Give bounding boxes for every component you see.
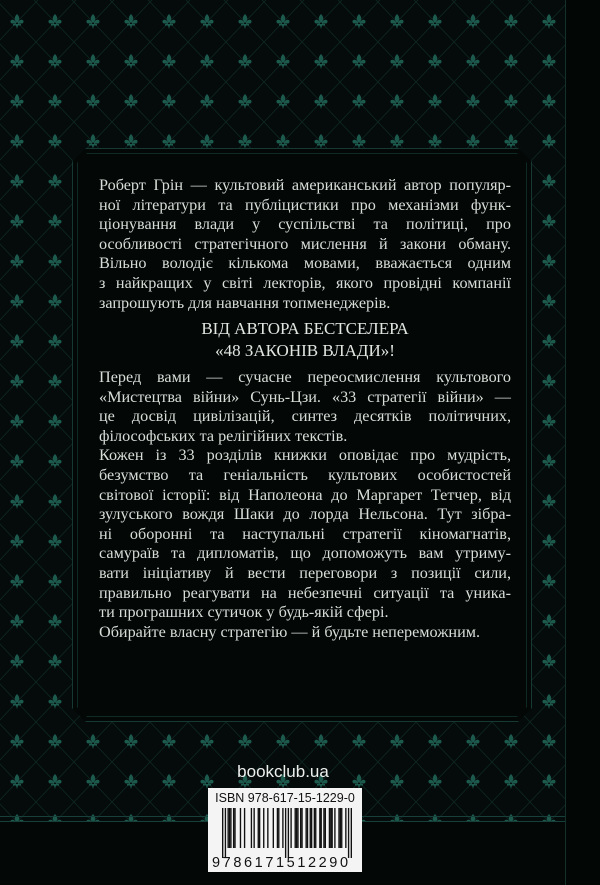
isbn-digits: 9786171512290 <box>212 855 351 871</box>
barcode-bar <box>307 808 308 848</box>
barcode-bar <box>285 808 286 858</box>
barcode-bar <box>323 808 324 848</box>
barcode-bar <box>319 808 320 848</box>
barcode-bar <box>222 808 223 858</box>
spine-edge <box>565 0 600 885</box>
desc-line: ти програшних сутичок у будь-якій сфері. <box>99 603 389 622</box>
barcode-bar <box>253 808 254 848</box>
barcode-bar <box>278 808 279 848</box>
desc-line: Кожен із 33 розділів книжки оповідає про мудрість, <box>99 446 511 465</box>
barcode-bar <box>341 808 342 848</box>
bio-line: Роберт Грін — культовий американський автор популяр- <box>99 176 511 194</box>
bio-line: Вільно володіє кількома мовами, вважається одним <box>99 254 511 273</box>
bestseller-promo <box>99 318 511 362</box>
barcode-bar <box>263 808 264 848</box>
bio-line: запрошують для навчання топменеджерів. <box>99 293 391 312</box>
desc-line: це досвід цивілізацій, синтез десятків політичних, <box>99 407 511 426</box>
desc-line: правильно реагувати на небезпечні ситуації та уника- <box>99 583 511 602</box>
barcode-bar <box>229 808 230 848</box>
barcode-bar <box>259 808 260 848</box>
barcode-bar <box>321 808 322 848</box>
barcode-bar <box>290 808 291 848</box>
barcode-bars <box>222 808 352 858</box>
barcode-bar <box>315 808 316 848</box>
desc-line: безумство та геніальність культових особистостей <box>99 465 511 484</box>
barcode-bar <box>334 808 335 848</box>
desc-line: вати ініціативу й вести переговори з позиції сили, <box>99 563 511 582</box>
barcode-bar <box>233 808 234 848</box>
desc-line: світової історії: від Наполеона до Маргарет Тетчер, від <box>99 485 511 504</box>
barcode-bar <box>258 808 259 848</box>
barcode-bar <box>273 808 274 848</box>
barcode-bar <box>331 808 332 848</box>
barcode-bar <box>277 808 278 848</box>
bio-line: ціонування влади у суспільстві та політиці, про <box>99 215 511 234</box>
promo-line-2: «48 ЗАКОНІВ ВЛАДИ»! <box>215 341 395 360</box>
barcode-bar <box>329 808 330 848</box>
desc-line: «Мистецтва війни» Сунь-Цзи. «33 стратегії війни» — <box>99 387 511 406</box>
barcode-bar <box>311 808 312 848</box>
isbn-label: ISBN 978-617-15-1229-0 <box>215 791 355 805</box>
barcode-bar <box>351 808 352 858</box>
author-bio <box>99 176 511 313</box>
desc-line: зулуського вождя Шаки до лорда Нельсона. Тут зібра- <box>99 505 511 524</box>
desc-line: самураїв та дипломатів, що допоможуть вам утриму- <box>99 544 511 563</box>
barcode-bar <box>230 808 231 848</box>
bio-line: ної літератури та публіцистики про механізми функ- <box>99 195 511 214</box>
book-description <box>99 368 511 642</box>
barcode-bar <box>305 808 306 848</box>
promo-line-1: ВІД АВТОРА БЕСТСЕЛЕРА <box>201 319 409 338</box>
barcode-bar <box>225 808 226 858</box>
desc-line: ні оборонні та наступальні стратегії кіномагнатів, <box>99 524 511 543</box>
barcode-bar <box>330 808 331 848</box>
barcode-bar <box>234 808 235 848</box>
barcode-bar <box>244 808 245 848</box>
barcode-bar <box>295 808 296 848</box>
barcode-bar <box>296 808 297 848</box>
barcode-bar <box>227 808 228 848</box>
barcode-bar <box>345 808 346 848</box>
isbn-barcode <box>208 788 362 872</box>
barcode-bar <box>300 808 301 848</box>
barcode-bar <box>240 808 241 848</box>
barcode-bar <box>267 808 268 848</box>
barcode-bar <box>288 808 289 858</box>
barcode-bar <box>338 808 339 848</box>
bio-line: з найкращих у світі лекторів, якого провідні компанії <box>99 273 511 292</box>
desc-line: Обирайте власну стратегію — й будьте непереможним. <box>99 622 481 641</box>
barcode-bar <box>282 808 283 848</box>
barcode-bar <box>297 808 298 848</box>
barcode-bar <box>314 808 315 848</box>
desc-line: філософських та релігійних текстів. <box>99 426 348 445</box>
barcode-bar <box>340 808 341 848</box>
bio-line: особливості стратегічного мислення й закони обману. <box>99 234 511 253</box>
barcode-bar <box>310 808 311 848</box>
publisher-website: bookclub.ua <box>237 762 329 781</box>
barcode-bar <box>348 808 349 858</box>
barcode-bar <box>251 808 252 848</box>
barcode-bar <box>301 808 302 848</box>
barcode-bar <box>325 808 326 848</box>
desc-line: Перед вами — сучасне переосмислення культового <box>99 368 511 386</box>
